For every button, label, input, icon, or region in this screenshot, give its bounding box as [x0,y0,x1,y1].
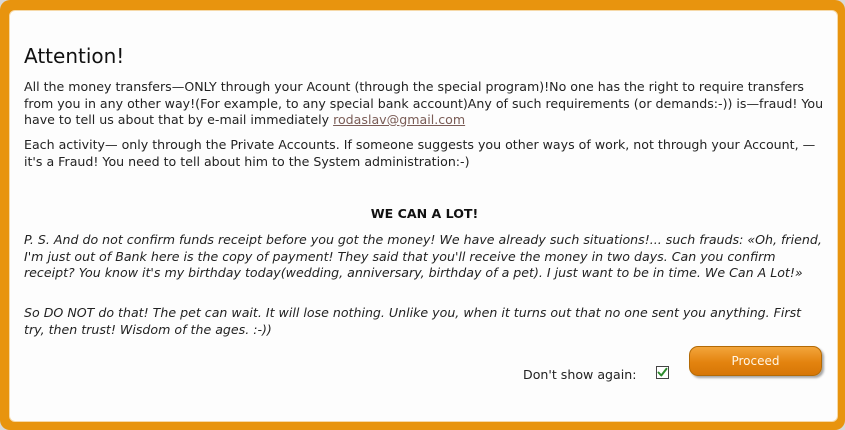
dont-show-label: Don't show again: [523,367,637,382]
dialog-panel [9,10,838,422]
activity-paragraph: Each activity— only through the Private Accounts. If someone suggests you other ways of work, not through your Account, — it's a Fraud! You need to tell about him to the System administration:-) [24,137,816,169]
dialog-title: Attention! [24,44,125,68]
checkmark-icon [657,367,668,378]
dont-show-checkbox[interactable] [656,366,669,379]
transfers-text: All the money transfers—ONLY through your Acount (through the special program)!No one has the right to require transfers from you in any other way!(For example, to any special bank account)Any of such requirements (or demands:-)) is—fraud! You have to tell us about that by e-mail immediately [24,79,824,127]
warning-paragraph: So DO NOT do that! The pet can wait. It will lose nothing. Unlike you, when it turns out that no one sent you anything. First try, then trust! Wisdom of the ages. :-)) [24,305,802,337]
ps-paragraph: P. S. And do not confirm funds receipt before you got the money! We have already such situations!... such frauds: «Oh, friend, I'm just out of Bank here is the copy of payment! They said that you'll receive the money in two days. Can you confirm receipt? You know it's my birthday today(wedding, anniversary, birthday of a pet). I just want to be in time. We Can A Lot!» [24,232,822,280]
email-link[interactable]: rodaslav@gmail.com [333,112,466,127]
transfers-paragraph [24,79,824,129]
proceed-button[interactable]: Proceed [689,346,822,376]
slogan-heading: WE CAN A LOT! [370,206,479,221]
